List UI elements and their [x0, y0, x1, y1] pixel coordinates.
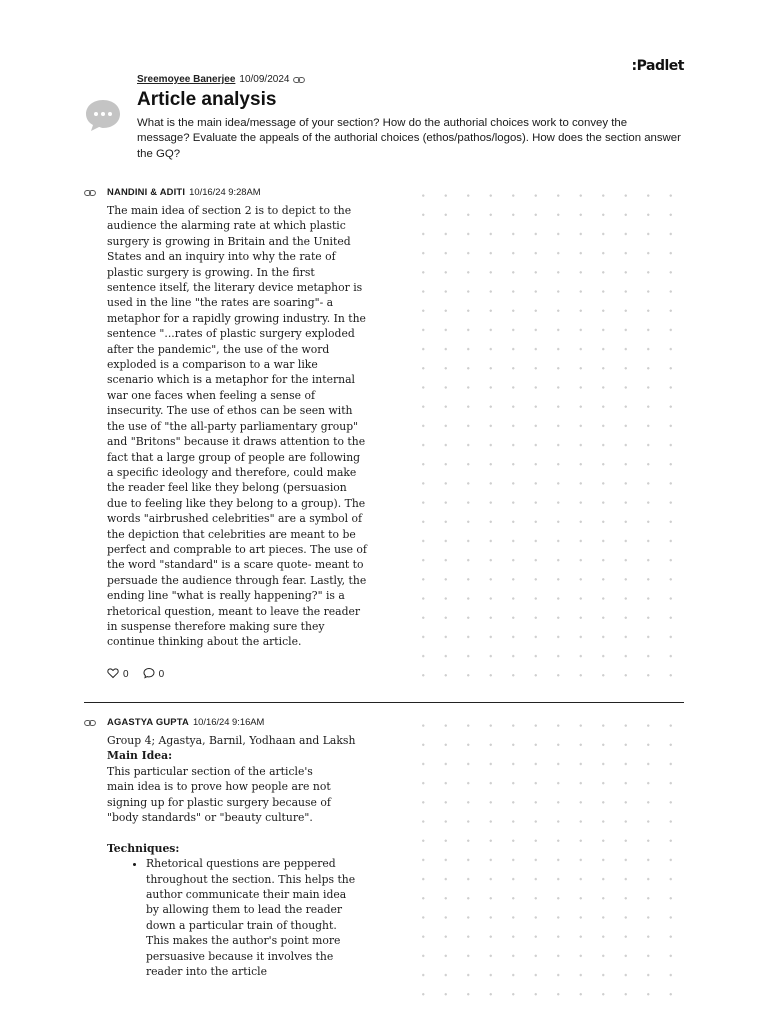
like-count: 0	[123, 669, 129, 680]
comment-icon[interactable]	[143, 667, 155, 682]
post-body-text: The main idea of section 2 is to depict to the audience the alarming rate at which plastic surgery is growing in Britain and the United States and an inquiry into why the rate of plastic surgery is growing. In the first sentence itself, the literary device metaphor is used in the line "the rates are soaring"- a metaphor for a rapidly growing industry. In the sentence "...rates of plastic surgery exploded after the pandemic", the use of the word exploded is a comparison to a war like scenario which is a metaphor for the internal war one faces when feeling a sense of insecurity. The use of ethos can be seen with the use of "the all-party parliamentary group" and "Britons" because it draws attention to the fact that a large group of people are following a specific ideology and therefore, could make the reader feel like they belong (persuasion due to feeling like they belong to a group). The words "airbrushed celebrities" are a symbol of the depiction that celebrities are meant to be perfect and comprable to art pieces. The use of the word "standard" is a scare quote- meant to persuade the audience through fear. Lastly, the ending line "what is really happening?" is a rhetorical question, meant to leave the reader in suspense therefore making sure they continue thinking about the article.	[107, 204, 367, 649]
post-timestamp: 10/16/24 9:28AM	[189, 186, 261, 197]
header-author-link[interactable]: Sreemoyee Banerjee	[137, 74, 236, 85]
techniques-heading: Techniques:	[107, 841, 180, 855]
list-item: • Rhetorical questions are peppered throughout the section. This helps the author communicate their main idea by allowing them to lead the reader down a particular train of thought. This makes the author's point more persuasive because it involves the reader into the article	[146, 856, 356, 979]
comment-count: 0	[158, 669, 165, 680]
speech-bubble-icon	[84, 98, 122, 132]
post-author: NANDINI & ADITI	[107, 186, 186, 197]
link-icon[interactable]	[84, 188, 96, 196]
post-meta	[84, 186, 261, 197]
post-body	[107, 203, 367, 650]
page-description: What is the main idea/message of your section? How do the authorial choices work to convey the message? Evaluate the appeals of the authorial choices (ethos/pathos/logos). How does the section answer the GQ?	[137, 117, 681, 160]
post-timestamp: 10/16/24 9:16AM	[192, 716, 265, 727]
post-group-line: Group 4; Agastya, Barnil, Yodhaan and Laksh	[107, 734, 356, 747]
main-idea-text: This particular section of the article's main idea is to prove how people are not signing up for plastic surgery because of "body standards" or "beauty culture".	[107, 764, 331, 825]
post-author: AGASTYA GUPTA	[107, 716, 189, 727]
attachment-placeholder	[412, 716, 682, 1006]
techniques-list	[107, 856, 357, 979]
attachment-placeholder	[412, 186, 682, 686]
post-body	[107, 733, 357, 979]
post-meta	[84, 716, 264, 727]
header-date: 10/09/2024	[239, 74, 290, 85]
link-icon[interactable]	[84, 718, 96, 726]
post-divider	[84, 702, 684, 703]
header-meta	[137, 74, 305, 85]
link-icon[interactable]	[293, 76, 305, 84]
padlet-logo[interactable]: :Padlet	[631, 58, 684, 74]
page-title: Article analysis	[137, 89, 277, 110]
post-reactions	[107, 667, 164, 682]
heart-icon[interactable]	[107, 667, 119, 682]
main-idea-heading: Main Idea:	[107, 749, 173, 763]
